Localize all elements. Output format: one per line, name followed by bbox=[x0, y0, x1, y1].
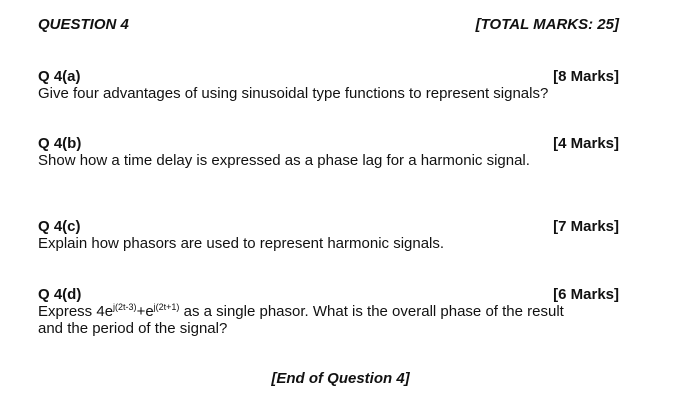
exponent-1: j(2t-3) bbox=[113, 302, 137, 312]
total-marks: [TOTAL MARKS: 25] bbox=[475, 16, 619, 33]
question-text bbox=[38, 303, 619, 320]
question-4b bbox=[38, 135, 619, 169]
question-text-plus: +e bbox=[136, 303, 154, 320]
question-id: Q 4(b) bbox=[38, 135, 82, 152]
question-id: Q 4(a) bbox=[38, 68, 81, 85]
question-id: Q 4(c) bbox=[38, 218, 81, 235]
question-text: Give four advantages of using sinusoidal type functions to represent signals? bbox=[38, 85, 549, 102]
question-4d bbox=[38, 286, 619, 337]
question-marks: [7 Marks] bbox=[553, 218, 619, 235]
question-4c bbox=[38, 218, 619, 252]
question-text-start: Express 4e bbox=[38, 303, 114, 320]
end-of-question: [End of Question 4] bbox=[271, 370, 410, 387]
question-text: Explain how phasors are used to represent harmonic signals. bbox=[38, 235, 445, 252]
question-marks: [6 Marks] bbox=[553, 286, 619, 303]
question-4a bbox=[38, 68, 619, 102]
question-text: Show how a time delay is expressed as a phase lag for a harmonic signal. bbox=[38, 152, 530, 169]
question-title: QUESTION 4 bbox=[38, 16, 129, 33]
question-marks: [8 Marks] bbox=[553, 68, 619, 85]
question-id: Q 4(d) bbox=[38, 286, 82, 303]
exponent-2: j(2t+1) bbox=[153, 302, 180, 312]
question-text-rest: as a single phasor. What is the overall phase of the result bbox=[179, 303, 564, 320]
question-text-line2: and the period of the signal? bbox=[38, 320, 228, 337]
question-marks: [4 Marks] bbox=[553, 135, 619, 152]
